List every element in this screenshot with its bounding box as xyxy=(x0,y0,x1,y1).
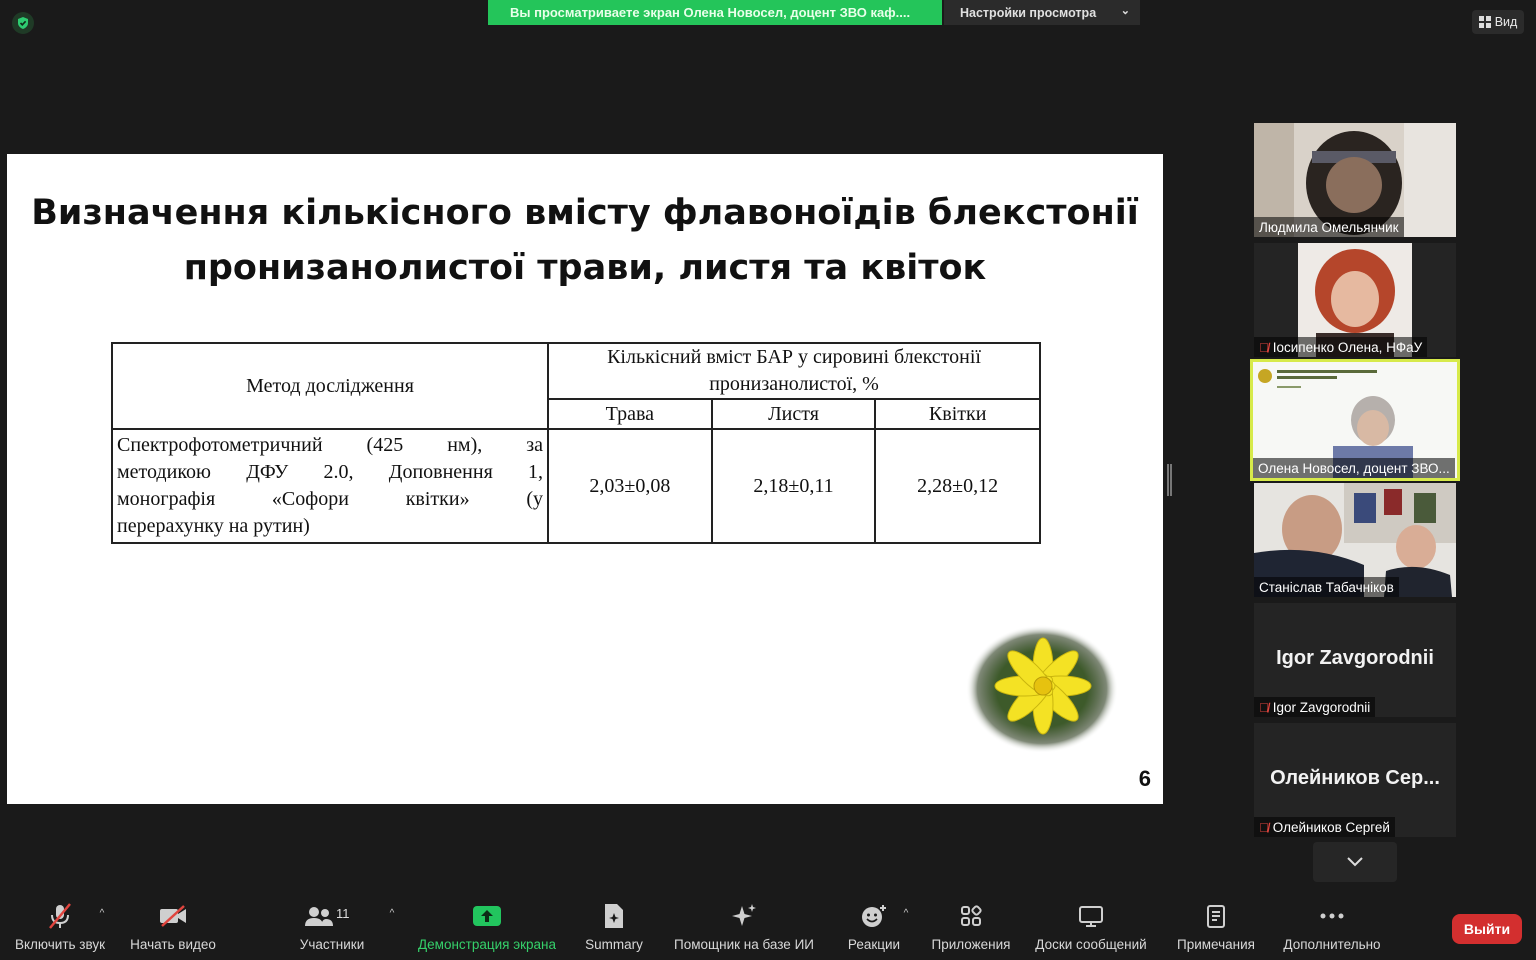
summary-document-icon xyxy=(602,902,626,930)
video-off-icon xyxy=(158,904,188,928)
security-shield-icon[interactable] xyxy=(12,12,34,34)
participant-name xyxy=(1254,337,1427,357)
value-herb: 2,03±0,08 xyxy=(548,429,712,543)
more-button[interactable] xyxy=(1276,896,1388,960)
participant-tile[interactable] xyxy=(1254,603,1456,717)
summary-label: Summary xyxy=(585,937,643,952)
flavonoid-content-table xyxy=(111,342,1041,544)
meeting-toolbar xyxy=(0,896,1536,960)
unmute-label: Включить звук xyxy=(14,937,106,952)
whiteboards-button[interactable] xyxy=(1028,896,1154,960)
yellow-flower-image xyxy=(965,624,1119,754)
participant-name: Олена Новосел, доцент ЗВО... xyxy=(1253,458,1455,478)
apps-label: Приложения xyxy=(931,937,1011,952)
method-line-3: монографія «Софори квітки» (у xyxy=(117,488,544,510)
participant-tile[interactable] xyxy=(1254,123,1456,237)
participant-name-label: Igor Zavgorodnii xyxy=(1272,699,1371,715)
participant-name: Станіслав Табачніков xyxy=(1254,577,1399,597)
mic-muted-icon xyxy=(47,902,73,930)
method-line-2: методикою ДФУ 2.0, Доповнення 1, xyxy=(117,461,544,483)
mic-muted-icon: 🎙̸ xyxy=(1259,699,1269,715)
method-line-1: Спектрофотометричний (425 нм), за xyxy=(117,434,544,456)
notes-icon xyxy=(1205,903,1227,929)
content-header: Кількісний вміст БАР у сировині блекстонії пронизанолистої, % xyxy=(548,343,1040,399)
slide-page-number: 6 xyxy=(1138,766,1151,791)
participant-name-label: Іосипенко Олена, НФаУ xyxy=(1272,339,1423,355)
col-header-herb: Трава xyxy=(548,399,712,429)
method-line-4: перерахунку на рутин) xyxy=(117,515,310,537)
participant-name-label: Олейников Сергей xyxy=(1272,819,1390,835)
participants-icon xyxy=(304,906,334,928)
share-screen-button[interactable] xyxy=(412,896,562,960)
start-video-button[interactable] xyxy=(124,896,222,960)
more-label: Дополнительно xyxy=(1283,937,1381,952)
chevron-up-icon: ^ xyxy=(99,908,105,919)
start-video-label: Начать видео xyxy=(130,937,216,952)
slide-title-line-1: Визначення кількісного вмісту флавоноїдів блекстонії xyxy=(31,193,1139,233)
method-description xyxy=(112,429,548,543)
screen-share-banner: Вы просматриваете экран Олена Новосел, доцент ЗВО каф.... xyxy=(488,0,942,25)
participant-name xyxy=(1254,817,1395,837)
mic-muted-icon: 🎙̸ xyxy=(1259,819,1269,835)
more-dots-icon xyxy=(1319,912,1345,920)
participant-display-name: Олейников Сер... xyxy=(1270,767,1440,789)
participant-display-name: Igor Zavgorodnii xyxy=(1276,647,1434,669)
audio-options-caret[interactable] xyxy=(94,896,110,960)
participants-label: Участники xyxy=(299,937,365,952)
view-button[interactable] xyxy=(1472,10,1524,34)
ai-assistant-label: Помощник на базе ИИ xyxy=(674,937,814,952)
whiteboards-label: Доски сообщений xyxy=(1035,937,1147,952)
view-options-dropdown[interactable] xyxy=(944,0,1140,25)
col-header-flowers: Квітки xyxy=(875,399,1040,429)
method-header: Метод дослідження xyxy=(112,343,548,429)
participant-tile[interactable] xyxy=(1254,483,1456,597)
participants-button[interactable] xyxy=(292,896,372,960)
grid-view-icon xyxy=(1479,16,1491,28)
active-speaker-tile[interactable] xyxy=(1253,362,1457,478)
reactions-label: Реакции xyxy=(847,937,901,952)
value-leaves: 2,18±0,11 xyxy=(712,429,876,543)
participants-count: 11 xyxy=(336,906,350,921)
view-options-label: Настройки просмотра xyxy=(960,5,1097,20)
mic-muted-icon: 🎙̸ xyxy=(1259,339,1269,355)
leave-meeting-button[interactable]: Выйти xyxy=(1452,914,1522,944)
chevron-down-icon: ⌄ xyxy=(1120,5,1130,17)
slide-title xyxy=(7,186,1163,296)
chevron-up-icon: ^ xyxy=(903,908,909,919)
panel-resize-handle[interactable] xyxy=(1167,464,1172,496)
col-header-leaves: Листя xyxy=(712,399,876,429)
view-button-label: Вид xyxy=(1494,15,1518,29)
participant-name xyxy=(1254,697,1375,717)
ai-assistant-button[interactable] xyxy=(664,896,824,960)
slide-title-line-2: пронизанолистої трави, листя та квіток xyxy=(183,248,987,288)
chevron-up-icon: ^ xyxy=(389,908,395,919)
emoji-add-icon xyxy=(860,903,888,929)
participants-options-caret[interactable] xyxy=(384,896,400,960)
whiteboard-icon xyxy=(1078,904,1104,928)
sparkle-icon xyxy=(730,902,758,930)
participant-tile[interactable] xyxy=(1254,243,1456,357)
participant-name: Людмила Омельянчик xyxy=(1254,217,1404,237)
apps-icon xyxy=(959,904,983,928)
apps-button[interactable] xyxy=(924,896,1018,960)
notes-button[interactable] xyxy=(1168,896,1264,960)
reactions-options-caret[interactable] xyxy=(898,896,914,960)
share-screen-icon xyxy=(472,904,502,928)
notes-label: Примечания xyxy=(1177,937,1255,952)
value-flowers: 2,28±0,12 xyxy=(875,429,1040,543)
scroll-participants-button[interactable] xyxy=(1313,842,1397,882)
share-screen-label: Демонстрация экрана xyxy=(418,937,556,952)
chevron-down-icon xyxy=(1346,856,1364,868)
participant-tile[interactable] xyxy=(1254,723,1456,837)
shared-slide xyxy=(7,154,1163,804)
summary-button[interactable] xyxy=(578,896,650,960)
